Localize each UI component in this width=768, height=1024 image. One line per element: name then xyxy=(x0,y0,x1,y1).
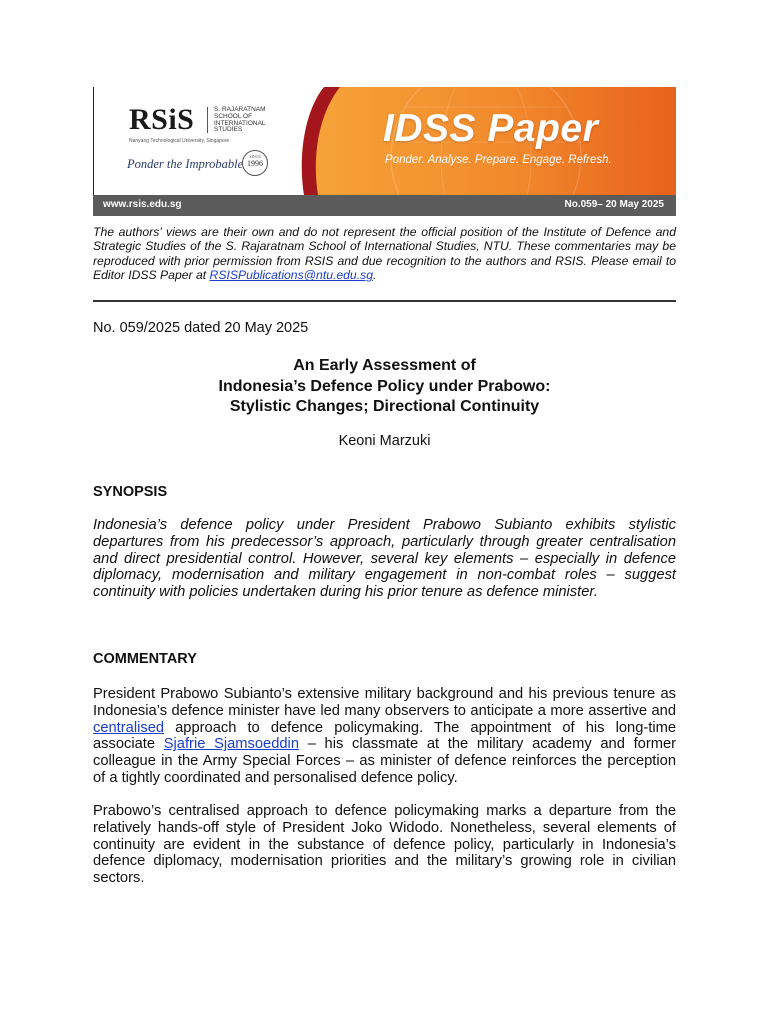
p1-text-a: President Prabowo Subianto’s extensive military background and his previous tenure as Indonesia’s defence minister have led many observers to anticipate a more assertive and xyxy=(93,686,676,719)
disclaimer-end: . xyxy=(372,268,377,283)
commentary-paragraph-1 xyxy=(93,686,676,787)
seal-year: 1996 xyxy=(247,159,263,168)
centralised-link[interactable]: centralised xyxy=(93,719,165,736)
title-line: An Early Assessment of xyxy=(293,357,476,374)
banner-left-rule xyxy=(93,87,94,195)
rsis-logo-mark: RSiS xyxy=(129,103,195,136)
synopsis-text: Indonesia’s defence policy under President Prabowo Subianto exhibits stylistic departures from his predecessor’s approach, particularly through greater centralisation and direct presidential control. However, several key elements – especially in defence diplomacy, modernisation and military engagement in non-combat roles – suggest continuity with policies undertaken during his prior tenure as defence minister. xyxy=(93,517,676,601)
issue-number: No.059– 20 May 2025 xyxy=(564,199,664,210)
header-banner xyxy=(93,87,676,216)
logo-divider xyxy=(207,107,208,133)
idss-paper-title: IDSS Paper xyxy=(383,107,599,150)
p1-text-b: approach to defence policymaking. The appointment of his long-time associate xyxy=(93,719,676,753)
disclaimer xyxy=(93,225,676,283)
p1-text-c: – his classmate at the military academy and former colleague in the Army Special Forces – as minister of defence reinforces the perception of a tightly coordinated and personalised defence policy. xyxy=(93,736,677,786)
synopsis-heading: SYNOPSIS xyxy=(93,484,168,500)
title-line: Indonesia’s Defence Policy under Prabowo: xyxy=(218,377,551,395)
school-name: S. RAJARATNAM SCHOOL OF INTERNATIONAL STUDIES xyxy=(214,106,266,134)
disclaimer-text: The authors’ views are their own and do not represent the official position of the Institute of Defence and Strategic Studies of the S. Rajaratnam School of International Studies, NTU. These commentaries may be reproduced with prior permission from RSIS and due recognition to the authors and RSIS. Please email to Editor IDSS Paper at xyxy=(93,225,676,283)
commentary-heading: COMMENTARY xyxy=(93,651,197,667)
website-url[interactable]: www.rsis.edu.sg xyxy=(103,199,182,210)
title-line: Stylistic Changes; Directional Continuity xyxy=(229,398,540,415)
banner-info-bar xyxy=(93,195,676,216)
rsis-logo xyxy=(129,103,266,144)
since-1996-seal xyxy=(242,150,268,176)
commentary-paragraph-2: Prabowo’s centralised approach to defence policymaking marks a departure from the relatively hands-off style of President Joko Widodo. Nonetheless, several elements of continuity are evident in the substance of defence policy, particularly in Indonesia’s defence diplomacy, modernisation priorities and the military’s growing role in civilian sectors. xyxy=(93,803,676,887)
paper-dated: No. 059/2025 dated 20 May 2025 xyxy=(93,320,309,336)
seal-since: SINCE xyxy=(249,154,261,159)
header-rule xyxy=(93,300,676,302)
article-title xyxy=(93,356,676,418)
sjafrie-link[interactable]: Sjafrie Sjamsoeddin xyxy=(163,736,299,753)
email-link[interactable]: RSISPublications@ntu.edu.sg xyxy=(209,268,373,283)
idss-paper-tagline: Ponder. Analyse. Prepare. Engage. Refresh. xyxy=(385,154,612,166)
ntu-line: Nanyang Technological University, Singapore xyxy=(129,138,230,144)
author-name: Keoni Marzuki xyxy=(338,433,431,449)
ponder-tagline: Ponder the Improbable xyxy=(127,157,244,171)
